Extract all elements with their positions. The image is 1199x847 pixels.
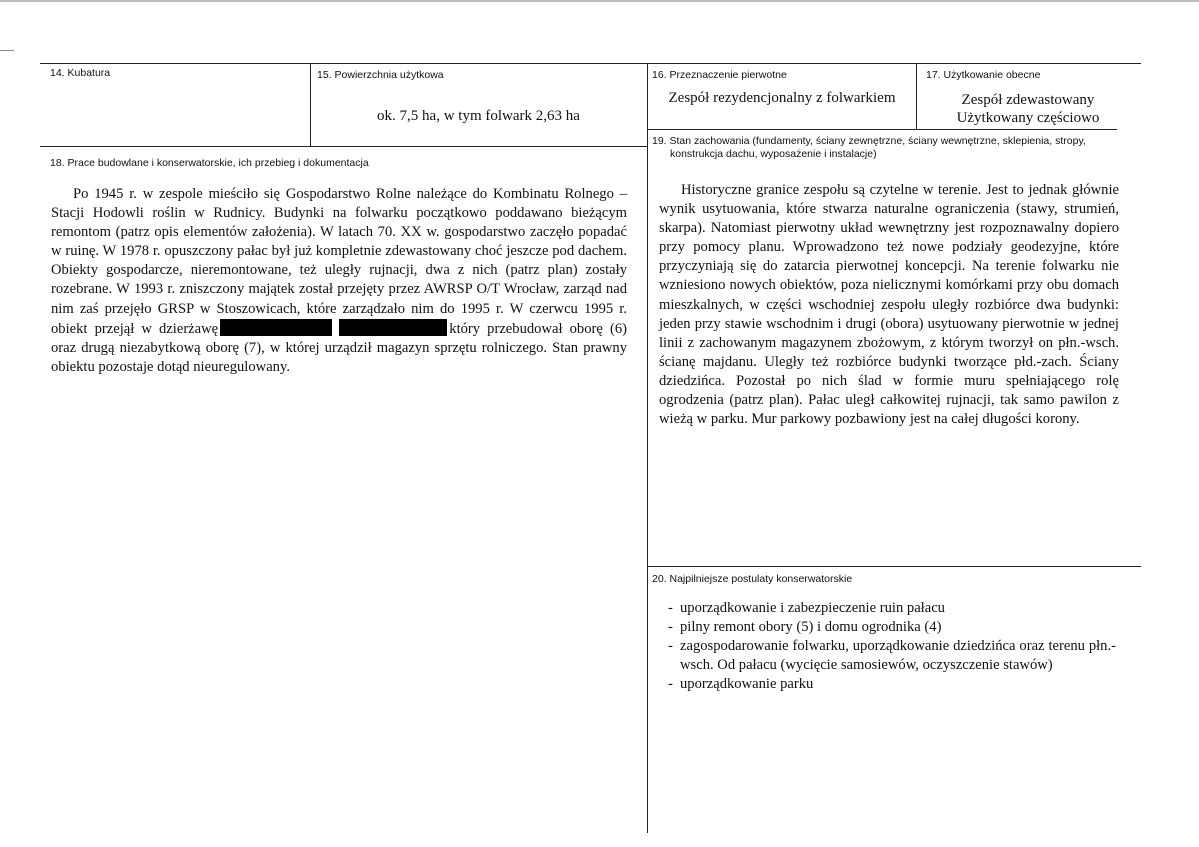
- prace-text-part2: który przebudował oborę (6) oraz drugą niezabytkową oborę (7), w której urządził magazyn sprzętu rolniczego. Stan prawny obiektu pozostaje dotąd nieuregulowany.: [51, 320, 627, 375]
- list-item: - pilny remont obory (5) i domu ogrodnika (4): [668, 619, 942, 635]
- prace-text: [51, 185, 627, 377]
- przeznaczenie-value: Zespół rezydencjonalny z folwarkiem: [668, 90, 896, 106]
- uzytkowanie-value-line1: Zespół zdewastowany: [961, 92, 1095, 108]
- list-item: - uporządkowanie i zabezpieczenie ruin pałacu: [668, 600, 945, 616]
- stan-label-line1: 19. Stan zachowania (fundamenty, ściany zewnętrzne, ściany wewnętrzne, sklepienia, stropy,: [652, 135, 1086, 147]
- divider-16-17: [916, 63, 917, 129]
- prace-label: 18. Prace budowlane i konserwatorskie, ich przebieg i dokumentacja: [50, 157, 369, 169]
- postulaty-list: [668, 599, 1116, 694]
- prace-text-part1: Po 1945 r. w zespole mieściło się Gospodarstwo Rolne należące do Kombinatu Rolnego – Stacji Hodowli roślin w Rudnicy. Budynki na folwarku początkowo poddawano bieżącym remontom (patrz opis elementów założenia). W latach 70. XX w. gospodarstwo zaczęło popadać w ruinę. W 1978 r. opuszczony pałac był już kompletnie zdewastowany choć jeszcze pod dachem. Obiekty gospodarcze, nieremontowane, też uległy rujnacji, dwa z nich (patrz plan) zostały rozebrane. W 1993 r. zniszczony majątek został przejęty przez AWRSP O/T Wrocław, zarząd nad nim zaś przejęło GRSP w Stoszowicach, które zarządzało nim do 1995 r. W czerwcu 1995 r. obiekt przejął w dzierżawę: [51, 186, 627, 337]
- scan-edge-left-mark: [0, 50, 14, 51]
- stan-text: Historyczne granice zespołu są czytelne w terenie. Jest to jednak głównie wynik usytuowania, które stwarza naturalne ograniczenia (stawy, strumień, skarpa). Natomiast pierwotny układ wewnętrzny jest rozpoznawalny dopiero przy pomocy planu. Wprowadzono też nowe podziały geodezyjne, które przyczyniają się do zatarcia pierwotnej koncepcji. Na terenie folwarku nie wzniesiono nowych obiektów, poza nielicznymi komórkami przy obu domach mieszkalnych, w części wschodniej zespołu uległy rozbiórce dwa budynki: jeden przy stawie wschodnim i drugi (obora) usytuowany pierwotnie w jednej linii z zachowanym magazynem zbożowym, z którym tworzył on płn.-wsch. ścianę majdanu. Uległy też rozbiórce budynki tworzące płd.-zach. Ściany dziedzińca. Pozostał po nich ślad w formie muru spełniającego rolę ogrodzenia (patrz plan). Pałac uległ całkowitej rujnacji, tak samo pawilon z wieżą w parku. Mur parkowy pozbawiony jest na całej długości korony.: [659, 182, 1119, 428]
- postulaty-label: 20. Najpilniejsze postulaty konserwatorskie: [652, 573, 853, 585]
- redaction-block-2: [339, 319, 447, 336]
- uzytkowanie-label: 17. Użytkowanie obecne: [926, 69, 1041, 81]
- przeznaczenie-label: 16. Przeznaczenie pierwotne: [652, 69, 787, 81]
- powierzchnia-label: 15. Powierzchnia użytkowa: [317, 69, 444, 81]
- uzytkowanie-value-line2: Użytkowany częściowo: [956, 110, 1100, 126]
- divider-14-15: [310, 63, 311, 146]
- divider-19-20: [647, 566, 1141, 567]
- powierzchnia-value: ok. 7,5 ha, w tym folwark 2,63 ha: [377, 108, 580, 124]
- divider-17-19: [647, 129, 1117, 130]
- form-top-border: [40, 63, 1141, 64]
- list-item: - zagospodarowanie folwarku, uporządkowanie dziedzińca oraz terenu płn.-wsch. Od pałacu (wycięcie samosiewów, oczyszczenie stawów): [668, 638, 1116, 673]
- center-divider: [647, 63, 648, 833]
- divider-15-18: [40, 146, 647, 147]
- kubatura-label: 14. Kubatura: [50, 67, 111, 79]
- redaction-block-1: [220, 319, 332, 336]
- stan-label-line2: konstrukcja dachu, wyposażenie i instalacje): [670, 148, 877, 160]
- scan-edge-top: [0, 0, 1199, 2]
- list-item: - uporządkowanie parku: [668, 676, 814, 692]
